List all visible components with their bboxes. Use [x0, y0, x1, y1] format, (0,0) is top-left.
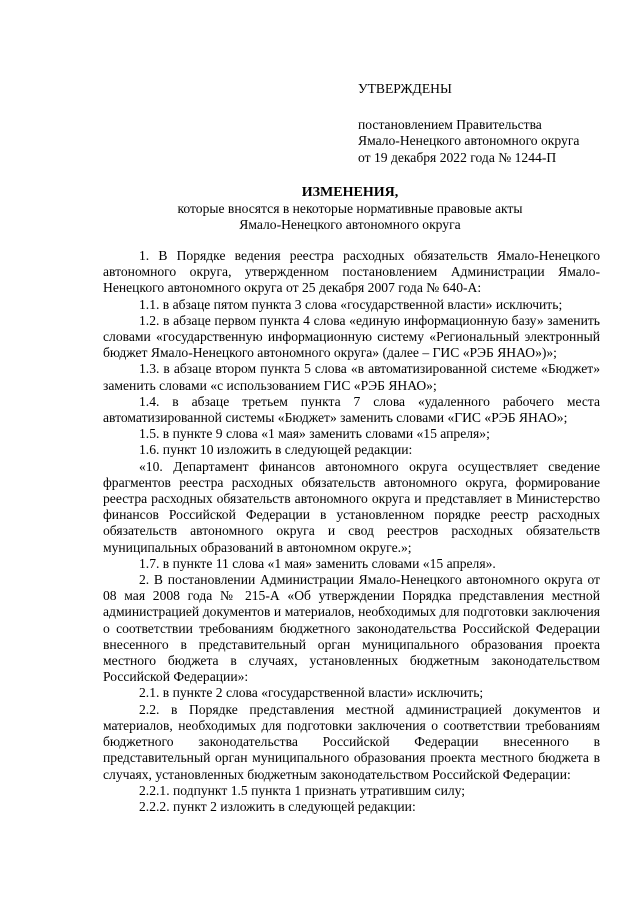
- paragraph: 1. В Порядке ведения реестра расходных обязательств Ямало-Ненецкого автономного округа, утвержденном постановлением Администрации Ямало-Ненецкого автономного округа от 25 декабря 2007 года № 640-А:: [103, 248, 600, 296]
- paragraph: 1.3. в абзаце втором пункта 5 слова «в автоматизированной системе «Бюджет» заменить словами «с использованием ГИС «РЭБ ЯНАО»;: [103, 361, 600, 393]
- paragraph: 2.1. в пункте 2 слова «государственной власти» исключить;: [139, 685, 484, 701]
- paragraph: 1.5. в пункте 9 слова «1 мая» заменить словами «15 апреля»;: [139, 426, 490, 442]
- paragraph: 2.2.1. подпункт 1.5 пункта 1 признать утратившим силу;: [139, 782, 466, 798]
- heading-line-1: которые вносятся в некоторые нормативные правовые акты: [177, 201, 523, 217]
- paragraph: 1.1. в абзаце пятом пункта 3 слова «государственной власти» исключить;: [139, 296, 563, 312]
- paragraph: 2. В постановлении Администрации Ямало-Ненецкого автономного округа от 08 мая 2008 года № 215-А «Об утверждении Порядка представления местной администрацией документов и материалов, необходимых для подготовки заключения о соответствии требованиям бюджетного законодательства Российской Федерации внесенного в представительный орган муниципального образования проекта местного бюджета в случаях, установленных бюджетным законодательством Российской Федерации»:: [103, 572, 600, 685]
- approval-line-3: от 19 декабря 2022 года № 1244-П: [358, 149, 557, 165]
- heading-title: ИЗМЕНЕНИЯ,: [301, 185, 399, 200]
- paragraph: 2.2.2. пункт 2 изложить в следующей редакции:: [139, 798, 416, 814]
- paragraph: 1.4. в абзаце третьем пункта 7 слова «удаленного рабочего места автоматизированной системы «Бюджет» заменить словами «ГИС «РЭБ ЯНАО»;: [103, 393, 600, 426]
- paragraph: 1.2. в абзаце первом пункта 4 слова «единую информационную базу» заменить словами «государственную информационную систему «Региональный электронный бюджет Ямало-Ненецкого автономного округа» (далее – ГИС «РЭБ ЯНАО»)»;: [103, 312, 600, 361]
- document-heading: [100, 185, 600, 234]
- approval-block: [358, 81, 628, 166]
- heading-line-2: Ямало-Ненецкого автономного округа: [239, 217, 461, 233]
- paragraph: «10. Департамент финансов автономного округа осуществляет сведение фрагментов реестра расходных обязательств автономного округа, формирование реестра расходных обязательств автономного округа и представляет в Министерство финансов Российской Федерации в установленном порядке реестр расходных обязательств автономного округа и свод реестров расходных обязательств муниципальных образований в автономном округе.»;: [103, 458, 600, 555]
- document-body: [103, 248, 600, 815]
- approval-line-1: постановлением Правительства: [358, 117, 542, 133]
- approval-title: УТВЕРЖДЕНЫ: [358, 81, 452, 96]
- paragraph: 2.2. в Порядке представления местной администрацией документов и материалов, необходимых для подготовки заключения о соответствии требованиям бюджетного законодательства Российской Федерации внесенного в представительный орган муниципального образования проекта местного бюджета в случаях, установленных бюджетным законодательством Российской Федерации:: [103, 701, 600, 782]
- paragraph: 1.6. пункт 10 изложить в следующей редакции:: [139, 442, 413, 458]
- approval-line-2: Ямало-Ненецкого автономного округа: [358, 133, 580, 149]
- paragraph: 1.7. в пункте 11 слова «1 мая» заменить словами «15 апреля».: [139, 555, 496, 571]
